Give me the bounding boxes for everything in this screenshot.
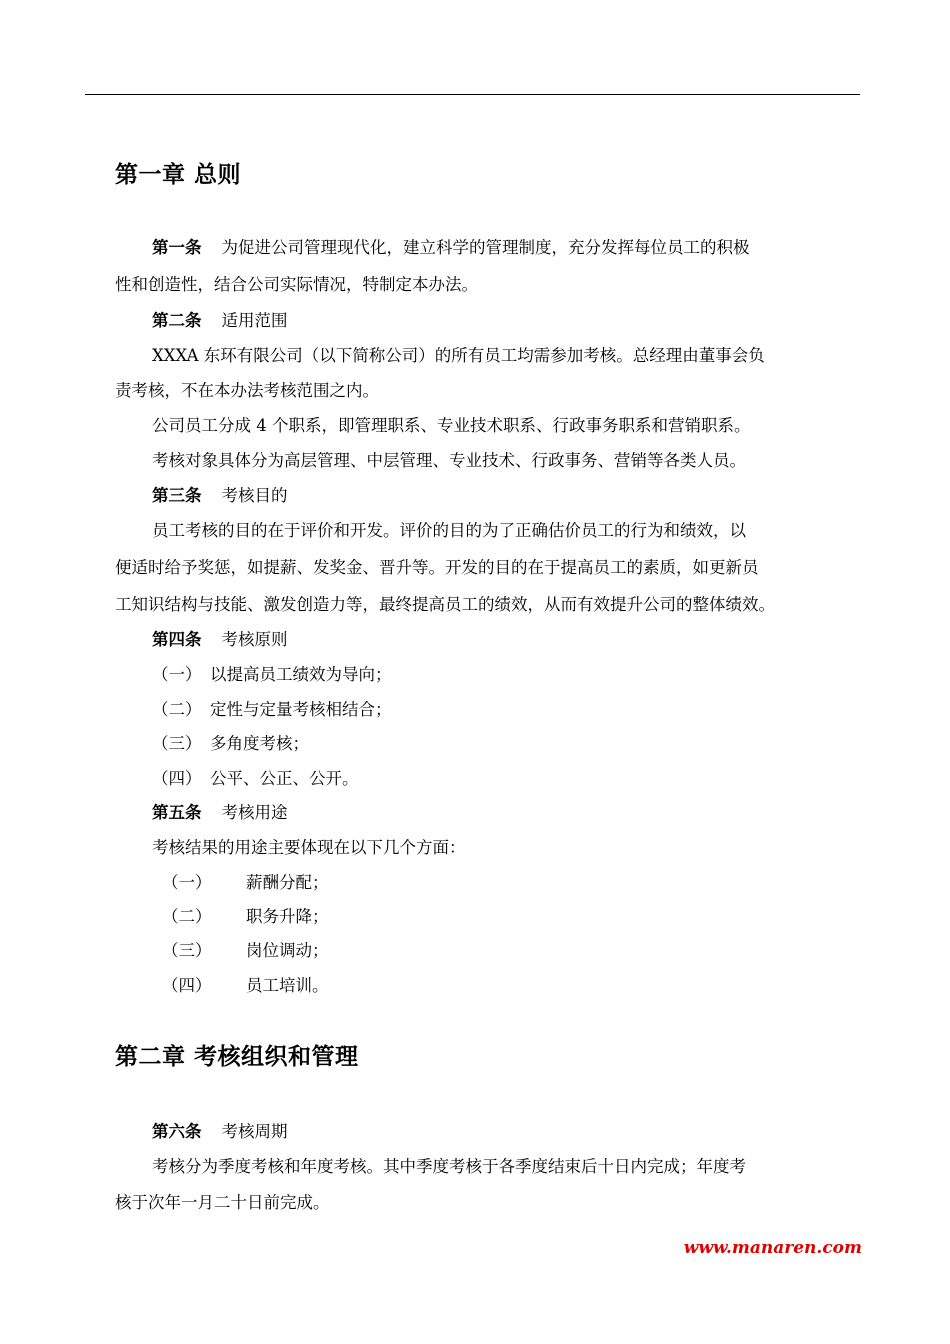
article-1-line-1 — [152, 237, 750, 259]
usage-number: （二） — [162, 907, 212, 926]
article-4-title: 考核原则 — [221, 630, 288, 649]
principle-item — [152, 733, 309, 755]
article-2-p3: 考核对象具体分为高层管理、中层管理、专业技术、行政事务、营销等各类人员。 — [152, 451, 746, 470]
article-2-p2: 公司员工分成 4 个职系，即管理职系、专业技术职系、行政事务职系和营销职系。 — [152, 416, 751, 435]
principle-text: 多角度考核； — [210, 734, 309, 753]
principle-number: （一） — [152, 665, 202, 684]
usage-text: 岗位调动； — [246, 941, 329, 960]
article-3-label: 第三条 — [152, 486, 202, 505]
article-2-p1-line-1: XXXA 东环有限公司（以下简称公司）的所有员工均需参加考核。总经理由董事会负 — [152, 346, 765, 365]
principle-number: （三） — [152, 734, 202, 753]
usage-text: 员工培训。 — [246, 976, 329, 995]
article-2-p1-line-2: 责考核，不在本办法考核范围之内。 — [115, 381, 379, 400]
principle-number: （二） — [152, 700, 202, 719]
article-5-label: 第五条 — [152, 803, 202, 822]
usage-item — [162, 975, 329, 997]
usage-item — [162, 906, 329, 928]
usage-item — [162, 940, 329, 962]
usage-number: （四） — [162, 976, 212, 995]
article-5-heading — [152, 802, 288, 824]
article-5-title: 考核用途 — [221, 803, 288, 822]
chapter-2-title: 第二章 考核组织和管理 — [115, 1044, 359, 1070]
article-3-line-3: 工知识结构与技能、激发创造力等，最终提高员工的绩效，从而有效提升公司的整体绩效。 — [115, 595, 775, 614]
article-2-label: 第二条 — [152, 311, 202, 330]
principle-text: 公平、公正、公开。 — [210, 769, 359, 788]
principle-item — [152, 699, 392, 721]
article-4-heading — [152, 629, 288, 651]
article-6-heading — [152, 1121, 288, 1143]
article-1-text: 为促进公司管理现代化，建立科学的管理制度，充分发挥每位员工的积极 — [221, 238, 750, 257]
article-1-label: 第一条 — [152, 238, 202, 257]
article-6-line-1: 考核分为季度考核和年度考核。其中季度考核于各季度结束后十日内完成；年度考 — [152, 1157, 746, 1176]
article-5-intro: 考核结果的用途主要体现在以下几个方面： — [152, 838, 466, 857]
article-4-label: 第四条 — [152, 630, 202, 649]
article-1-line-2: 性和创造性，结合公司实际情况，特制定本办法。 — [115, 275, 478, 294]
usage-item — [162, 872, 329, 894]
article-6-line-2: 核于次年一月二十日前完成。 — [115, 1193, 330, 1212]
article-2-title: 适用范围 — [221, 311, 288, 330]
principle-text: 定性与定量考核相结合； — [210, 700, 392, 719]
usage-text: 职务升降； — [246, 907, 329, 926]
usage-number: （三） — [162, 941, 212, 960]
principle-item — [152, 664, 392, 686]
article-2-heading — [152, 310, 288, 332]
article-3-heading — [152, 485, 288, 507]
usage-number: （一） — [162, 873, 212, 892]
principle-item — [152, 768, 359, 790]
article-6-title: 考核周期 — [221, 1122, 288, 1141]
article-3-line-2: 便适时给予奖惩，如提薪、发奖金、晋升等。开发的目的在于提高员工的素质，如更新员 — [115, 558, 759, 577]
principle-number: （四） — [152, 769, 202, 788]
article-6-label: 第六条 — [152, 1122, 202, 1141]
principle-text: 以提高员工绩效为导向； — [210, 665, 392, 684]
chapter-1-title: 第一章 总则 — [115, 162, 242, 188]
usage-text: 薪酬分配； — [246, 873, 329, 892]
article-3-line-1: 员工考核的目的在于评价和开发。评价的目的为了正确估价员工的行为和绩效，以 — [152, 521, 746, 540]
article-3-title: 考核目的 — [221, 486, 288, 505]
footer-website-link[interactable]: www.manaren.com — [683, 1238, 862, 1258]
header-rule — [85, 94, 860, 95]
